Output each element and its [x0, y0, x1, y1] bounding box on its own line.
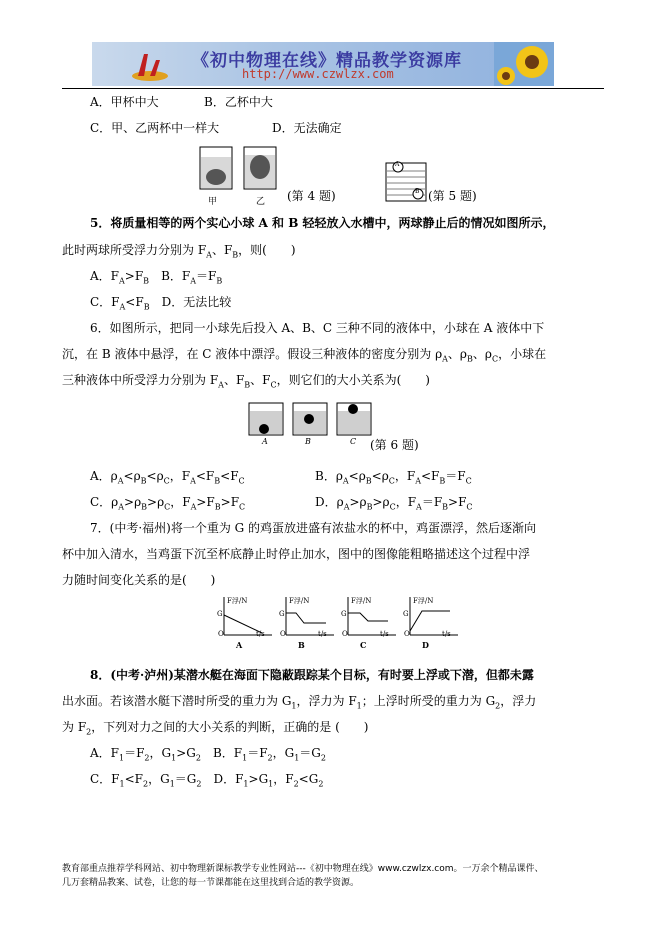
graph-d-label: D	[422, 640, 429, 650]
q4-option-d: D．无法确定	[272, 121, 342, 135]
banner-title: 《初中物理在线》精品教学资源库	[192, 51, 462, 71]
q6-option-b: B．$\rho_A<\rho_B<\rho_C$，$F_A<F_B=F_C$	[315, 469, 472, 486]
graph-c-x-label: t/s	[380, 630, 389, 638]
q6-option-a: A．$\rho_A<\rho_B<\rho_C$，$F_A<F_B<F_C$	[90, 469, 245, 486]
q8-stem-line-2: 出水面。若该潜水艇下潜时所受的重力为 $G_1$，浮力为 $F_1$；上浮时所受的重力为 $G_2$，浮力	[62, 694, 537, 711]
graph-b-y-label: F浮/N	[289, 597, 310, 605]
header-divider	[62, 88, 604, 89]
q5-stem-line-1: 5．将质量相等的两个实心小球 A 和 B 轻轻放入水槽中，两球静止后的情况如图所示，	[90, 216, 555, 230]
graph-a-x-label: t/s	[256, 630, 265, 638]
graph-c-label: C	[360, 640, 367, 650]
q8-stem-line-3: 为 $F_2$，下列对力之间的大小关系的判断，正确的是 ( )	[62, 720, 369, 737]
q5-options-row-2: C．$F_A<F_B$ D．无法比较	[90, 295, 232, 312]
fig5-caption: (第 5 题)	[428, 189, 477, 203]
banner-url: http://www.czwlzx.com	[242, 67, 394, 81]
logo-icon	[130, 50, 170, 82]
fig6-label-a: A	[262, 437, 268, 446]
graph-b-x-label: t/s	[318, 630, 327, 638]
fig4-caption: (第 4 题)	[287, 189, 336, 203]
q5-options-row-1: A．$F_A>F_B$ B．$F_A=F_B$	[90, 269, 223, 286]
fig5-ball-a: A	[395, 161, 400, 168]
q6-stem-line-1: 6．如图所示，把同一小球先后投入 A、B、C 三种不同的液体中，小球在 A 液体中下	[90, 321, 545, 335]
q6-option-d: D．$\rho_A>\rho_B>\rho_C$，$F_A=F_B>F_C$	[315, 495, 473, 512]
graph-a-y-label: F浮/N	[227, 597, 248, 605]
graph-d-y-label: F浮/N	[413, 597, 434, 605]
fig4-label-jia: 甲	[208, 197, 218, 207]
q8-options-row-1: A．$F_1=F_2$，$G_1>G_2$ B．$F_1=F_2$，$G_1=G_2$	[90, 746, 326, 763]
graph-b-label: B	[298, 640, 305, 650]
graph-b-g-label: G	[279, 610, 285, 618]
footer-line-1: 教育部重点推荐学科网站、初中物理新课标教学专业性网站---《初中物理在线》www.czwlzx.com。一万余个精品课件、	[62, 864, 544, 874]
q4-option-a: A．甲杯中大	[90, 95, 159, 109]
graph-d-origin: O	[404, 630, 410, 638]
footer-line-2: 几万套精品教案、试卷，让您的每一节课都能在这里找到合适的教学资源。	[62, 878, 360, 888]
graph-a-g-label: G	[217, 610, 223, 618]
sunflower-icon	[494, 42, 554, 86]
fig6-label-c: C	[350, 437, 357, 446]
graph-d-g-label: G	[403, 610, 409, 618]
q4-option-b: B．乙杯中大	[204, 95, 273, 109]
q6-option-c: C．$\rho_A>\rho_B>\rho_C$，$F_A>F_B>F_C$	[90, 495, 246, 512]
q4-option-row-1	[90, 94, 273, 110]
q5-stem-line-2: 此时两球所受浮力分别为 $F_A$、$F_B$，则( )	[62, 243, 296, 260]
fig6-caption: (第 6 题)	[370, 438, 419, 452]
header-banner	[92, 42, 554, 86]
graph-a-label: A	[236, 640, 243, 650]
q7-stem-line-1: 7．(中考·福州)将一个重为 G 的鸡蛋放进盛有浓盐水的杯中，鸡蛋漂浮，然后逐渐向	[90, 521, 537, 535]
graph-c-origin: O	[342, 630, 348, 638]
q6-stem-line-2: 沉，在 B 液体中悬浮，在 C 液体中漂浮。假设三种液体的密度分别为 $\rho_A$、$\rho_B$、$\rho_C$，小球在	[62, 347, 547, 364]
graph-b-origin: O	[280, 630, 286, 638]
q7-stem-line-3: 力随时间变化关系的是( )	[62, 573, 216, 587]
graph-c-y-label: F浮/N	[351, 597, 372, 605]
fig5-ball-b: B	[415, 188, 420, 195]
graph-d-x-label: t/s	[442, 630, 451, 638]
q8-stem-line-1: 8．(中考·泸州)某潜水艇在海面下隐蔽跟踪某个目标，有时要上浮或下潜，但都未露	[90, 668, 534, 682]
q6-stem-line-3: 三种液体中所受浮力分别为 $F_A$、$F_B$、$F_C$，则它们的大小关系为( )	[62, 373, 430, 390]
q8-options-row-2: C．$F_1<F_2$，$G_1=G_2$ D．$F_1>G_1$，$F_2<G_2$	[90, 772, 324, 789]
q4-option-c: C．甲、乙两杯中一样大	[90, 121, 220, 135]
q4-option-row-2	[90, 120, 342, 136]
graph-c-g-label: G	[341, 610, 347, 618]
q7-stem-line-2: 杯中加入清水，当鸡蛋下沉至杯底静止时停止加水，图中的图像能粗略描述这个过程中浮	[62, 547, 531, 561]
figure-5-water-tank	[384, 157, 430, 203]
graph-a-origin: O	[218, 630, 224, 638]
fig6-label-b: B	[305, 437, 311, 446]
fig4-label-yi: 乙	[256, 197, 266, 207]
